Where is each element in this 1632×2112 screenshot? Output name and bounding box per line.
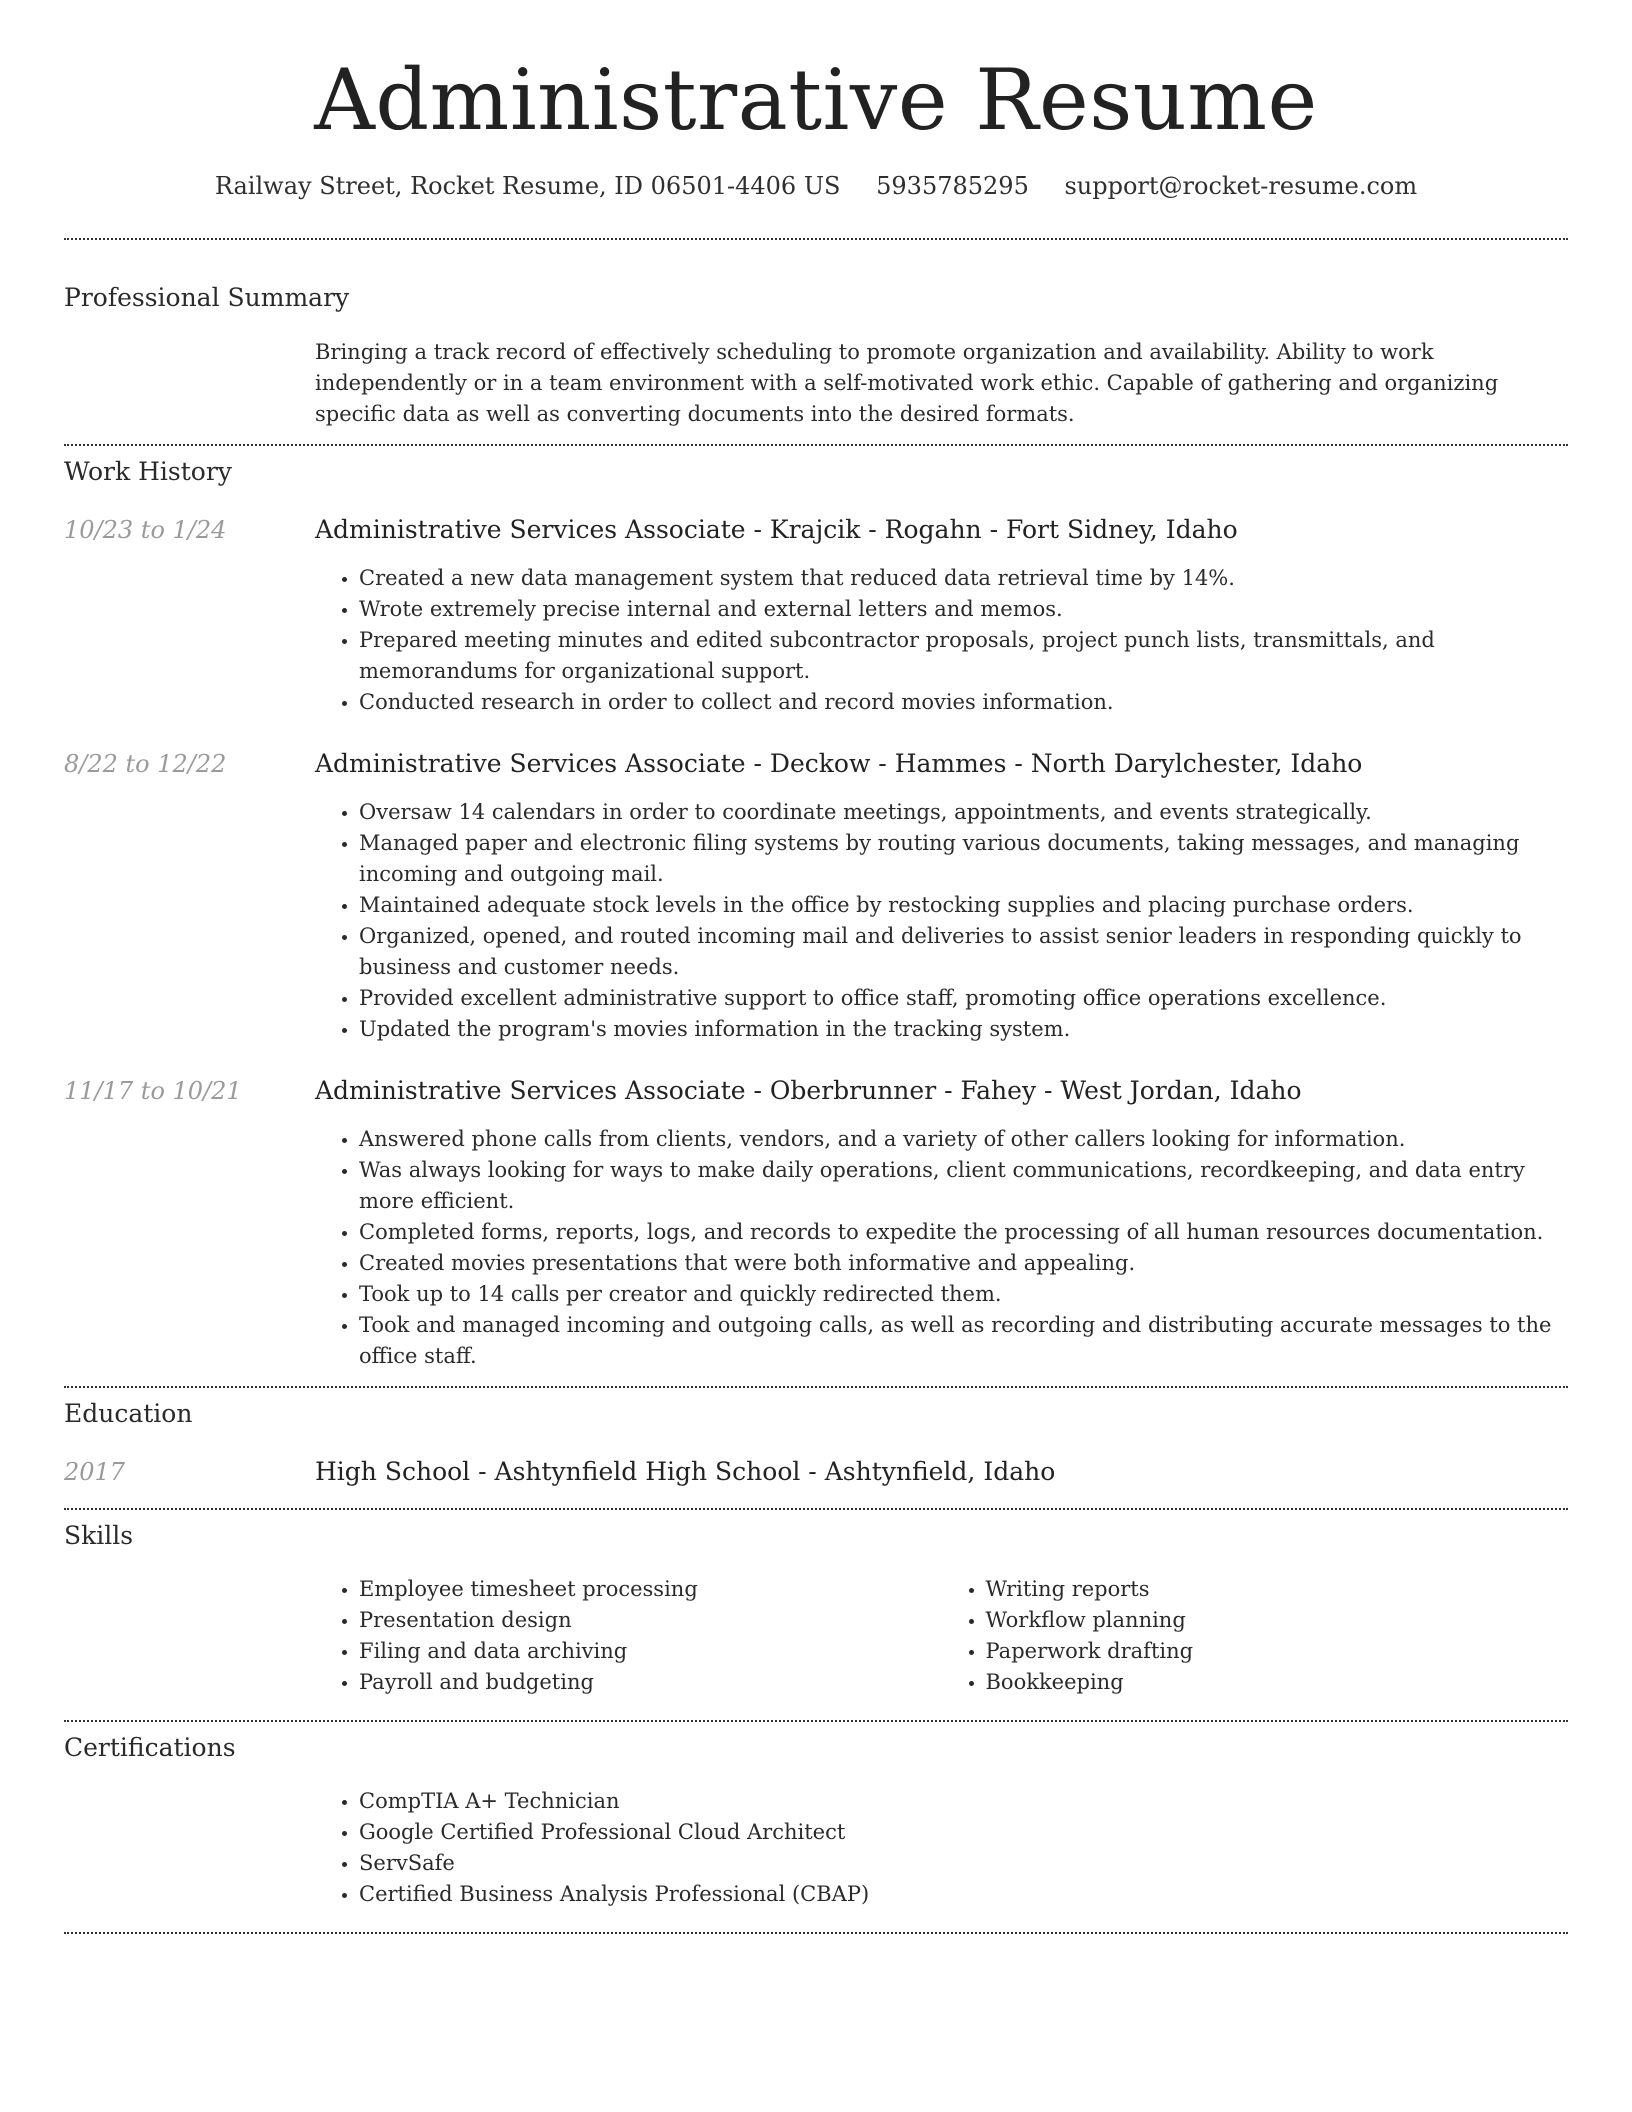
job-entry xyxy=(64,514,1568,718)
job-bullets xyxy=(315,563,1568,718)
list-item: • Completed forms, reports, logs, and records to expedite the processing of all human resources documentation. xyxy=(359,1217,1568,1248)
certifications-section xyxy=(64,1722,1568,1910)
skills-heading: Skills xyxy=(64,1521,134,1550)
job-entry xyxy=(64,1075,1568,1372)
list-item: • Organized, opened, and routed incoming mail and deliveries to assist senior leaders in responding quickly to business and customer needs. xyxy=(359,921,1568,983)
list-item: • Answered phone calls from clients, vendors, and a variety of other callers looking for information. xyxy=(359,1124,1568,1155)
work-history-section xyxy=(64,446,1568,1372)
resume-page xyxy=(64,0,1568,1934)
education-section xyxy=(64,1388,1568,1488)
list-item: • Took up to 14 calls per creator and quickly redirected them. xyxy=(359,1279,1568,1310)
certifications-heading: Certifications xyxy=(64,1733,236,1762)
work-history-heading: Work History xyxy=(64,457,232,486)
list-item: • Bookkeeping xyxy=(986,1667,1569,1698)
skills-list-right xyxy=(942,1574,1569,1698)
skills-section xyxy=(64,1510,1568,1698)
contact-phone: 5935785295 xyxy=(876,172,1029,200)
job-content xyxy=(315,514,1568,718)
list-item: • Employee timesheet processing xyxy=(359,1574,942,1605)
certifications-list xyxy=(315,1786,1568,1910)
list-item: • Workflow planning xyxy=(986,1605,1569,1636)
list-item: • Prepared meeting minutes and edited subcontractor proposals, project punch lists, transmittals, and memorandums for organizational support. xyxy=(359,625,1568,687)
list-item: • Google Certified Professional Cloud Architect xyxy=(359,1817,1568,1848)
skills-columns xyxy=(315,1574,1568,1698)
job-content xyxy=(315,1075,1568,1372)
list-item: • ServSafe xyxy=(359,1848,1568,1879)
list-item: • Created movies presentations that were both informative and appealing. xyxy=(359,1248,1568,1279)
list-item: • Took and managed incoming and outgoing calls, as well as recording and distributing accurate messages to the office staff. xyxy=(359,1310,1568,1372)
summary-heading: Professional Summary xyxy=(64,283,350,312)
education-entry xyxy=(64,1456,1568,1488)
job-title: Administrative Services Associate - Deckow - Hammes - North Darylchester, Idaho xyxy=(315,749,1363,778)
list-item: • Created a new data management system that reduced data retrieval time by 14%. xyxy=(359,563,1568,594)
job-title: Administrative Services Associate - Oberbrunner - Fahey - West Jordan, Idaho xyxy=(315,1076,1302,1105)
list-item: • Payroll and budgeting xyxy=(359,1667,942,1698)
summary-text: Bringing a track record of effectively scheduling to promote organization and availability. Ability to work independently or in a team environment with a self-motivated work ethic. Capable of gathering and organizing specific data as well as converting documents into the desired formats. xyxy=(315,340,1499,426)
contact-email: support@rocket-resume.com xyxy=(1064,172,1418,200)
job-title: Administrative Services Associate - Krajcik - Rogahn - Fort Sidney, Idaho xyxy=(315,515,1238,544)
list-item: • Paperwork drafting xyxy=(986,1636,1569,1667)
list-item: • Updated the program's movies information in the tracking system. xyxy=(359,1014,1568,1045)
job-dates: 8/22 to 12/22 xyxy=(64,750,227,778)
list-item: • Presentation design xyxy=(359,1605,942,1636)
education-heading: Education xyxy=(64,1399,193,1428)
list-item: • Oversaw 14 calendars in order to coordinate meetings, appointments, and events strategically. xyxy=(359,797,1568,828)
list-item: • Wrote extremely precise internal and external letters and memos. xyxy=(359,594,1568,625)
contact-address: Railway Street, Rocket Resume, ID 06501-4406 US xyxy=(214,172,841,200)
education-title: High School - Ashtynfield High School - Ashtynfield, Idaho xyxy=(315,1457,1056,1486)
contact-line xyxy=(64,170,1568,202)
job-bullets xyxy=(315,797,1568,1045)
job-dates: 11/17 to 10/21 xyxy=(64,1077,242,1105)
job-dates: 10/23 to 1/24 xyxy=(64,516,227,544)
education-year: 2017 xyxy=(64,1458,126,1486)
job-entry xyxy=(64,748,1568,1045)
summary-section xyxy=(64,240,1568,430)
section-divider xyxy=(64,1932,1568,1934)
list-item: • Maintained adequate stock levels in the office by restocking supplies and placing purchase orders. xyxy=(359,890,1568,921)
skills-list-left xyxy=(315,1574,942,1698)
list-item: • Conducted research in order to collect and record movies information. xyxy=(359,687,1568,718)
job-content xyxy=(315,748,1568,1045)
list-item: • Writing reports xyxy=(986,1574,1569,1605)
list-item: • Certified Business Analysis Professional (CBAP) xyxy=(359,1879,1568,1910)
education-content xyxy=(315,1456,1568,1488)
list-item: • Provided excellent administrative support to office staff, promoting office operations excellence. xyxy=(359,983,1568,1014)
list-item: • Managed paper and electronic filing systems by routing various documents, taking messages, and managing incoming and outgoing mail. xyxy=(359,828,1568,890)
list-item: • CompTIA A+ Technician xyxy=(359,1786,1568,1817)
list-item: • Filing and data archiving xyxy=(359,1636,942,1667)
job-bullets xyxy=(315,1124,1568,1372)
resume-name: Administrative Resume xyxy=(314,51,1318,149)
list-item: • Was always looking for ways to make daily operations, client communications, recordkeeping, and data entry more efficient. xyxy=(359,1155,1568,1217)
